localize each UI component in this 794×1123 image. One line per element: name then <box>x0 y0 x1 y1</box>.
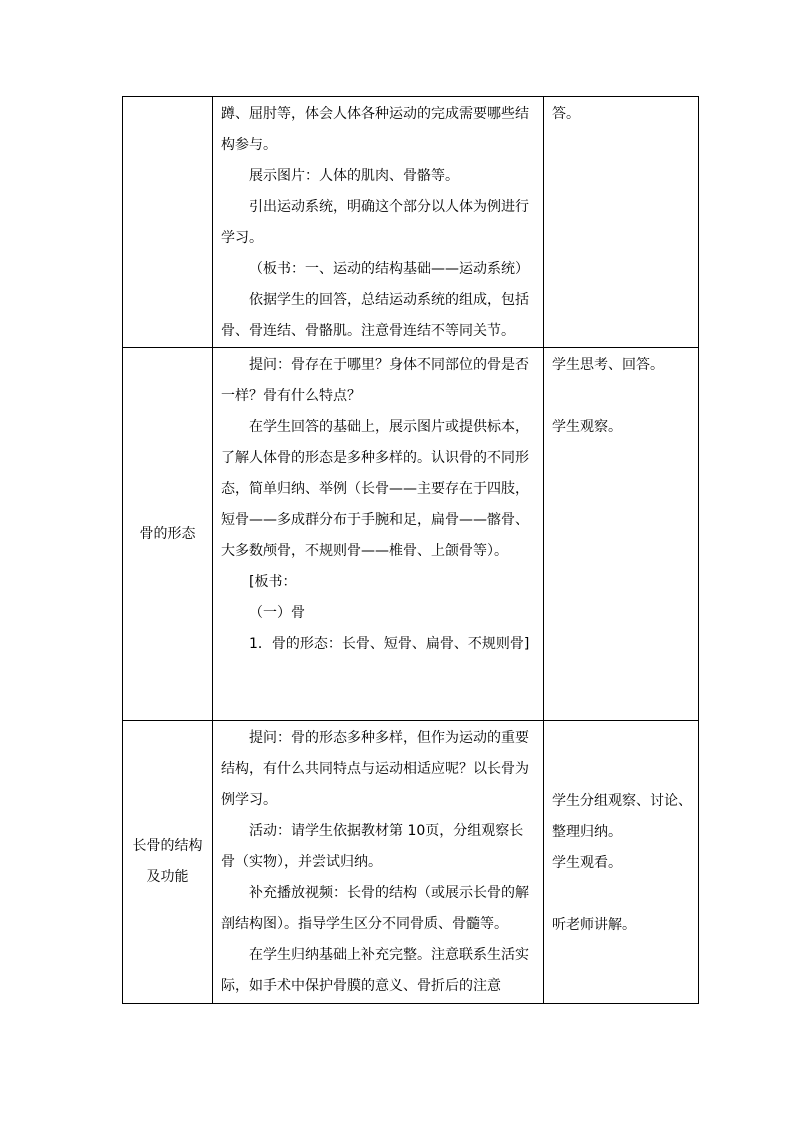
section-label-line: 长骨的结构 <box>132 838 203 854</box>
paragraph: 提问：骨的形态多种多样，但作为运动的重要结构，有什么共同特点与运动相适应呢？以长骨为例学习。 <box>221 730 529 808</box>
paragraph: 在学生归纳基础上补充完整。注意联系生活实际，如手术中保护骨膜的意义、骨折后的注意 <box>221 947 529 994</box>
paragraph: 学生分组观察、讨论、整理归纳。 <box>552 792 692 840</box>
paragraph: 展示图片：人体的肌肉、骨骼等。 <box>249 168 459 184</box>
table-row <box>123 721 699 1004</box>
paragraph: 答。 <box>552 106 580 122</box>
paragraph: 1．骨的形态：长骨、短骨、扁骨、不规则骨] <box>249 636 530 652</box>
paragraph: 学生观看。 <box>552 854 622 871</box>
section-label-line: 及功能 <box>146 869 189 885</box>
student-activity-cell <box>544 97 699 348</box>
paragraph: 活动：请学生依据教材第 10页，分组观察长骨（实物），并尝试归纳。 <box>221 823 524 870</box>
section-label-cell <box>123 721 213 1004</box>
spacer <box>552 879 694 910</box>
paragraph: 引出运动系统，明确这个部分以人体为例进行学习。 <box>221 199 529 246</box>
paragraph: 学生思考、回答。 <box>552 357 664 373</box>
section-label-cell <box>123 348 213 721</box>
table-row <box>123 348 699 721</box>
paragraph: 提问：骨存在于哪里？身体不同部位的骨是否一样？骨有什么特点？ <box>221 357 529 404</box>
paragraph: 补充播放视频：长骨的结构（或展示长骨的解剖结构图）。指导学生区分不同骨质、骨髓等。 <box>221 885 529 932</box>
teacher-activity-cell <box>213 348 544 721</box>
paragraph: 在学生回答的基础上，展示图片或提供标本，了解人体骨的形态是多种多样的。认识骨的不同形态，简单归纳、举例（长骨——主要存在于四肢，短骨——多成群分布于手腕和足，扁骨——髂骨、大多数颅骨，不规则骨——椎骨、上颌骨等）。 <box>221 419 529 559</box>
paragraph: 学生观察。 <box>552 419 622 435</box>
teacher-activity-cell <box>213 97 544 348</box>
student-activity-cell <box>544 721 699 1004</box>
lesson-plan-table <box>122 96 699 1004</box>
section-label-cell <box>123 97 213 348</box>
paragraph: （一）骨 <box>249 605 305 621</box>
teacher-activity-cell <box>213 721 544 1004</box>
section-label <box>123 831 212 893</box>
table-row <box>123 97 699 348</box>
paragraph: [板书： <box>249 574 297 590</box>
section-label: 骨的形态 <box>139 525 196 542</box>
paragraph: 听老师讲解。 <box>552 916 636 933</box>
paragraph: 蹲、屈肘等，体会人体各种运动的完成需要哪些结构参与。 <box>221 106 529 153</box>
student-activity-cell <box>544 348 699 721</box>
spacer <box>552 381 694 412</box>
paragraph: （板书：一、运动的结构基础——运动系统） <box>249 261 529 277</box>
paragraph: 依据学生的回答，总结运动系统的组成，包括骨、骨连结、骨骼肌。注意骨连结不等同关节。 <box>221 292 529 339</box>
